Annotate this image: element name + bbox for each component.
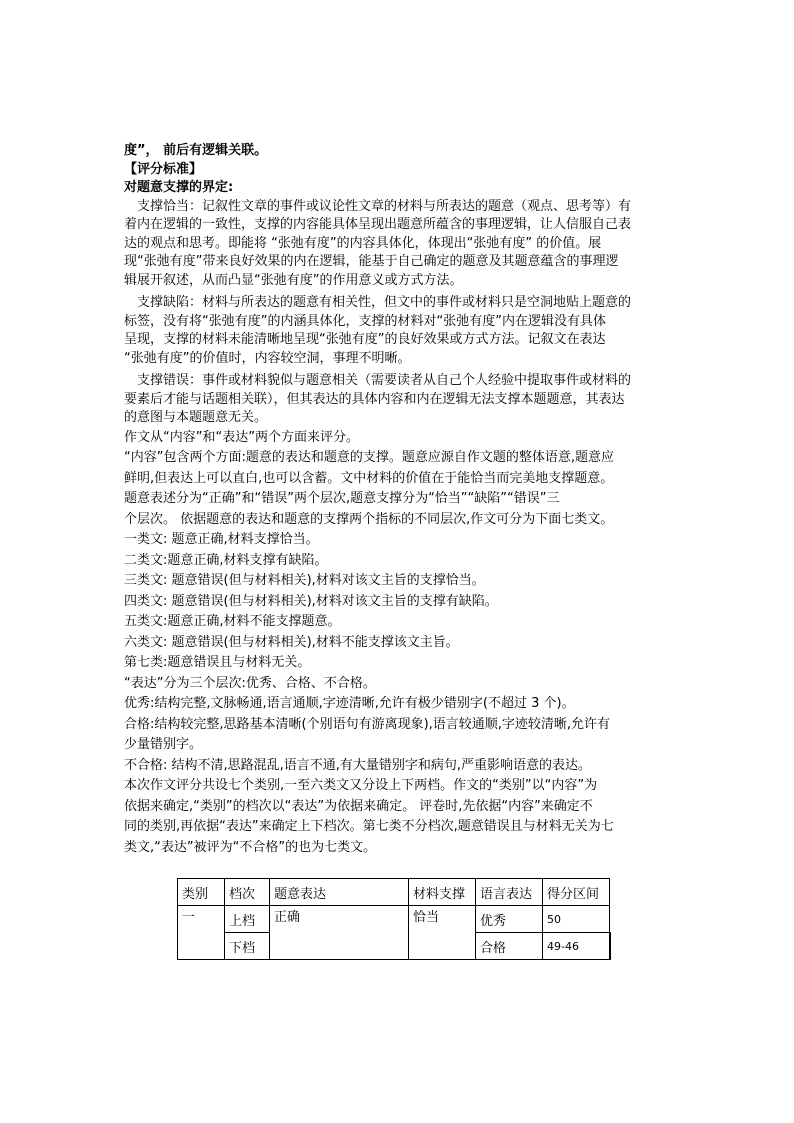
text-line: 优秀:结构完整,文脉畅通,语言通顺,字迹清晰,允许有极少错别字(不超过 3 个)。 (124, 696, 575, 711)
criteria-section (124, 142, 672, 428)
text-line: 着内在逻辑的一致性，支撑的内容能具体呈现出题意所蕴含的事理逻辑，让人信服自己表 (124, 217, 632, 232)
section-heading: 【评分标准】 (124, 161, 203, 177)
text-line: 呈现，支撑的材料未能清晰地呈现“张弛有度”的良好效果或方式方法。记叙文在表达 (124, 332, 606, 347)
table-header-cell: 材料支撑 (409, 879, 476, 906)
text-line: 达的观点和思考。即能将 “张弛有度”的内容具体化，体现出“张弛有度” 的价值。展 (124, 235, 602, 251)
text-line: 二类文:题意正确,材料支撑有缺陷。 (124, 552, 328, 568)
text-line: 的意图与本题题意无关。 (124, 410, 268, 425)
text-line: 类文,“表达”被评为“不合格”的也为七类文。 (124, 839, 377, 855)
scoring-rules-section (124, 428, 672, 859)
text-line: 支撑缺陷：材料与所表达的题意有相关性，但文中的事件或材料只是空洞地贴上题意的 (124, 295, 632, 310)
table-cell-level: 上档 (225, 906, 270, 933)
table-row (178, 906, 610, 933)
text-line: “表达”分为三个层次:优秀、合格、不合格。 (124, 675, 376, 691)
text-line: 鲜明,但表达上可以直白,也可以含蓄。文中材料的价值在于能恰当而完美地支撑题意。 (124, 470, 614, 486)
text-line: 一类文: 题意正确,材料支撑恰当。 (124, 532, 319, 547)
text-line: 现“张弛有度”带来良好效果的内在逻辑，能基于自己确定的题意及其题意蕴含的事理逻 (124, 254, 619, 269)
text-line: 不合格: 结构不清,思路混乱,语言不通,有大量错别字和病句,严重影响语意的表达。 (124, 757, 592, 773)
text-line: 三类文: 题意错误(但与材料相关),材料对该文主旨的支撑恰当。 (124, 573, 485, 588)
text-line: “内容”包含两个方面:题意的表达和题意的支撑。题意应源自作文题的整体语意,题意应 (124, 450, 614, 465)
table-cell-level: 下档 (225, 933, 270, 960)
table-header-cell: 类别 (178, 879, 225, 906)
text-line: 本次作文评分共设七个类别,一至六类文又分设上下两档。作文的“类别”以“内容”为 (124, 778, 598, 793)
text-line: 题意表述分为“正确”和“错误”两个层次,题意支撑分为“恰当”“缺陷”“错误”三 (124, 491, 560, 506)
table-cell-language: 合格 (476, 933, 543, 960)
table-header-cell: 档次 (225, 879, 270, 906)
table-cell-language: 优秀 (476, 906, 543, 933)
subsection-heading: 对题意支撑的界定: (124, 180, 234, 195)
text-line: 同的类别,再依据“表达”来确定上下档次。第七类不分档次,题意错误且与材料无关为七 (124, 819, 614, 834)
table-header-cell: 题意表达 (270, 879, 409, 906)
text-line: “张弛有度”的价值时，内容较空洞，事理不明晰。 (124, 350, 411, 366)
text-line: 支撑恰当：记叙性文章的事件或议论性文章的材料与所表达的题意（观点、思考等）有 (124, 198, 632, 214)
text-line: 第七类:题意错误且与材料无关。 (124, 655, 311, 670)
table-header-cell: 语言表达 (476, 879, 543, 906)
document-body (124, 142, 672, 858)
text-line: 少量错别字。 (124, 737, 203, 752)
text-line: 个层次。 依据题意的表达和题意的支撑两个指标的不同层次,作文可分为下面七类文。 (124, 511, 614, 527)
text-line: 四类文: 题意错误(但与材料相关),材料对该文主旨的支撑有缺陷。 (124, 593, 498, 609)
text-line: 度”， 前后有逻辑关联。 (124, 143, 268, 158)
text-line: 五类文:题意正确,材料不能支撑题意。 (124, 614, 341, 629)
table-cell-score: 50 (543, 906, 610, 933)
text-line: 要素后才能与话题相关联），但其表达的具体内容和内在逻辑无法支撑本题题意，其表达 (124, 391, 625, 407)
table-cell-category: 一 (178, 906, 225, 960)
table-header-row (178, 879, 610, 906)
text-line: 支撑错误：事件或材料貌似与题意相关（需要读者从自己个人经验中提取事件或材料的 (124, 373, 632, 388)
text-line: 标签，没有将“张弛有度”的内涵具体化，支撑的材料对“张弛有度”内在逻辑没有具体 (124, 313, 606, 329)
table-cell-topic: 正确 (270, 906, 409, 960)
text-line: 作文从“内容”和“表达”两个方面来评分。 (124, 429, 359, 445)
table-cell-support: 恰当 (409, 906, 476, 960)
table-header-cell: 得分区间 (543, 879, 610, 906)
score-table (177, 878, 611, 960)
text-line: 合格:结构较完整,思路基本清晰(个别语句有游离现象),语言较通顺,字迹较清晰,允许有 (124, 716, 611, 732)
text-line: 辑展开叙述，从而凸显“张弛有度”的作用意义或方式方法。 (124, 272, 463, 288)
table-cell-score: 49-46 (543, 933, 610, 960)
text-line: 六类文: 题意错误(但与材料相关),材料不能支撑该文主旨。 (124, 634, 459, 650)
text-line: 依据来确定,“类别”的档次以“表达”为依据来确定。 评卷时,先依据“内容”来确定不 (124, 798, 593, 814)
